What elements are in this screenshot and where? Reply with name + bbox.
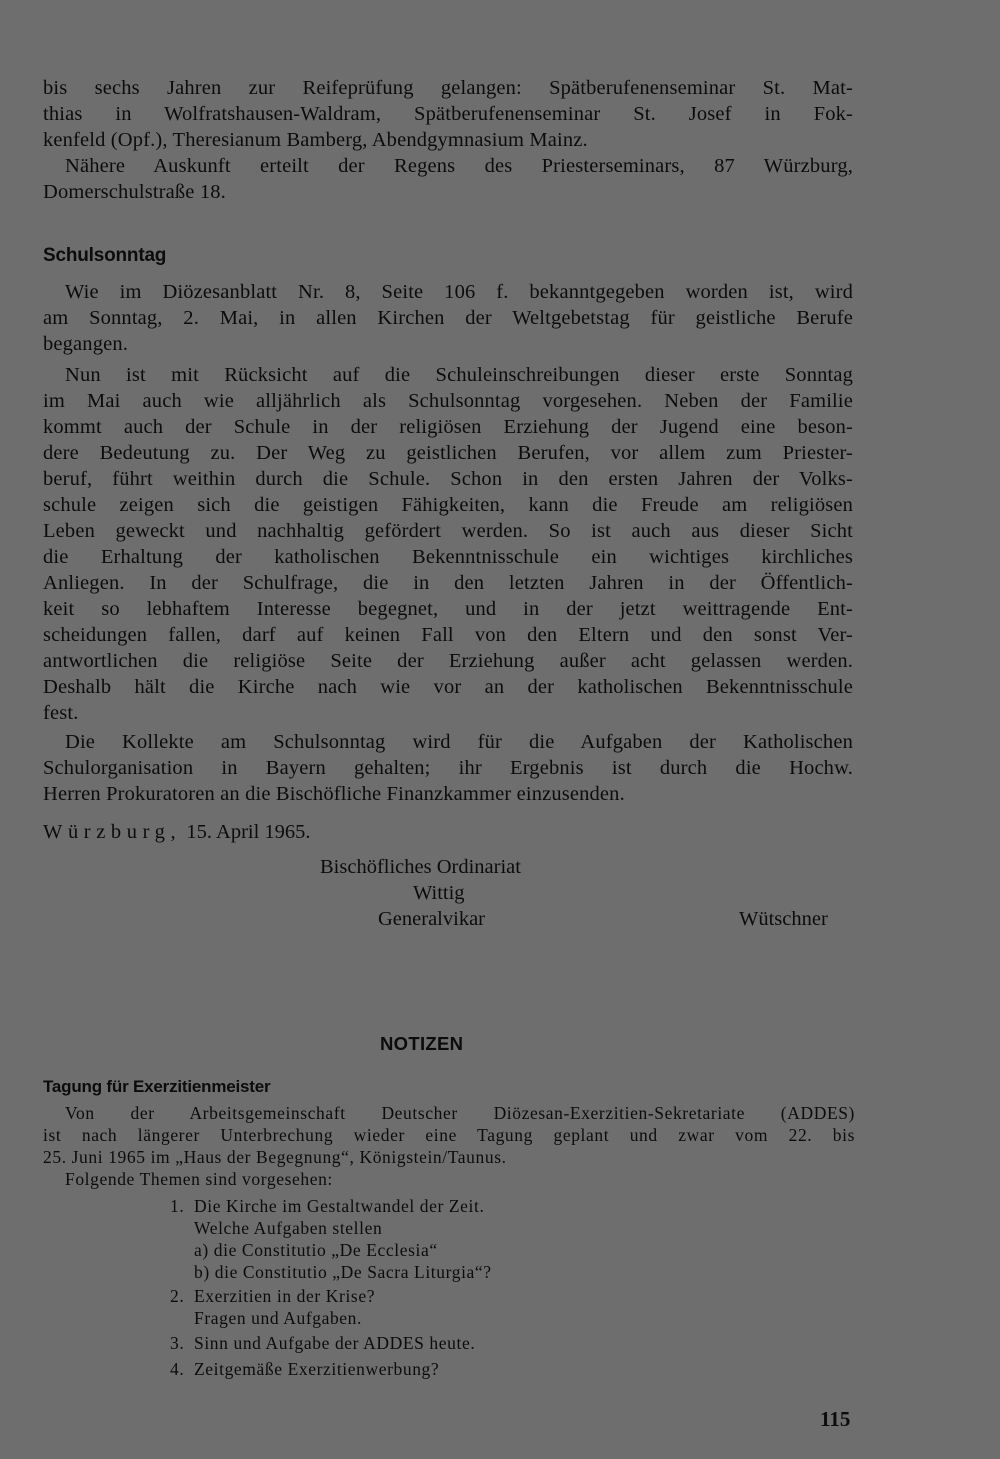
- section-heading-schulsonntag: Schulsonntag: [43, 245, 167, 266]
- themes-list-3: [170, 1332, 475, 1354]
- signature-title: Generalvikar: [378, 908, 485, 930]
- list-number: 1.: [170, 1196, 185, 1216]
- list-text: Zeitgemäße Exerzitienwerbung?: [194, 1359, 440, 1379]
- text-line: schule zeigen sich die geistigen Fähigkeiten, kann die Freude am religiösen: [43, 494, 853, 516]
- text-line: antwortlichen die religiöse Seite der Erziehung außer acht gelassen werden.: [43, 650, 853, 672]
- text-line: Leben geweckt und nachhaltig gefördert werden. So ist auch aus dieser Sicht: [43, 520, 853, 542]
- list-item: [170, 1358, 439, 1380]
- list-number: 2.: [170, 1286, 185, 1306]
- place-name: Würzburg,: [43, 821, 182, 843]
- text-line: fest.: [43, 702, 79, 724]
- text-line: Die Kollekte am Schulsonntag wird für die Aufgaben der Katholischen: [65, 731, 853, 753]
- text-line: Schulorganisation in Bayern gehalten; ihr Ergebnis ist durch die Hochw.: [43, 757, 853, 779]
- date: 15. April 1965.: [186, 821, 311, 843]
- list-number: 4.: [170, 1359, 185, 1379]
- signature-second: Wütschner: [739, 908, 828, 930]
- list-item: [170, 1332, 475, 1354]
- themes-list-4: [170, 1358, 439, 1380]
- text-line: thias in Wolfratshausen-Waldram, Spätberufenenseminar St. Josef in Fok-: [43, 103, 853, 125]
- text-line: Wie im Diözesanblatt Nr. 8, Seite 106 f. bekanntgegeben worden ist, wird: [65, 281, 853, 303]
- dateline: [43, 821, 311, 844]
- themes-intro: Folgende Themen sind vorgesehen:: [65, 1169, 333, 1189]
- text-line: ist nach längerer Unterbrechung wieder eine Tagung geplant und zwar vom 22. bis: [43, 1125, 855, 1145]
- schulsonntag-paragraph-2: [43, 362, 853, 726]
- text-line: keit so lebhaftem Interesse begegnet, und in der jetzt weittragende Ent-: [43, 598, 853, 620]
- text-line: Herren Prokuratoren an die Bischöfliche Finanzkammer einzusenden.: [43, 783, 625, 805]
- list-number: 3.: [170, 1333, 185, 1353]
- list-item: [170, 1285, 375, 1307]
- text-line: Von der Arbeitsgemeinschaft Deutscher Diözesan-Exerzitien-Sekretariate (ADDES): [65, 1103, 855, 1123]
- list-text: Exerzitien in der Krise?: [194, 1286, 376, 1306]
- text-line: kommt auch der Schule in der religiösen Erziehung der Jugend eine beson-: [43, 416, 853, 438]
- notizen-paragraph: [43, 1102, 855, 1190]
- list-text: Sinn und Aufgabe der ADDES heute.: [194, 1333, 476, 1353]
- text-line: Nähere Auskunft erteilt der Regens des Priesterseminars, 87 Würzburg,: [65, 155, 853, 177]
- page-number: 115: [820, 1407, 851, 1431]
- text-line: Anliegen. In der Schulfrage, die in den letzten Jahren in der Öffentlich-: [43, 572, 853, 594]
- schulsonntag-paragraph-1: [43, 279, 853, 357]
- notizen-subheading: Tagung für Exerzitienmeister: [43, 1077, 271, 1096]
- signature-name: Wittig: [413, 882, 465, 904]
- text-line: begangen.: [43, 333, 129, 355]
- text-line: Nun ist mit Rücksicht auf die Schuleinschreibungen dieser erste Sonntag: [65, 364, 853, 386]
- text-line: bis sechs Jahren zur Reifeprüfung gelangen: Spätberufenenseminar St. Mat-: [43, 77, 853, 99]
- list-subitem: b) die Constitutio „De Sacra Liturgia“?: [194, 1262, 492, 1282]
- schulsonntag-paragraph-3: [43, 729, 853, 807]
- list-text: Die Kirche im Gestaltwandel der Zeit.: [194, 1196, 485, 1216]
- list-item: [170, 1195, 492, 1217]
- text-line: Domerschulstraße 18.: [43, 181, 226, 203]
- intro-paragraph: [43, 75, 853, 205]
- notizen-heading: NOTIZEN: [380, 1033, 464, 1054]
- text-line: die Erhaltung der katholischen Bekenntnisschule ein wichtiges kirchliches: [43, 546, 853, 568]
- text-line: dere Bedeutung zu. Der Weg zu geistlichen Berufen, vor allem zum Priester-: [43, 442, 853, 464]
- text-line: kenfeld (Opf.), Theresianum Bamberg, Abendgymnasium Mainz.: [43, 129, 588, 151]
- list-subitem: a) die Constitutio „De Ecclesia“: [194, 1240, 438, 1260]
- text-line: 25. Juni 1965 im „Haus der Begegnung“, Königstein/Taunus.: [43, 1147, 507, 1167]
- text-line: Deshalb hält die Kirche nach wie vor an der katholischen Bekenntnisschule: [43, 676, 853, 698]
- text-line: scheidungen fallen, darf auf keinen Fall von den Eltern und den sonst Ver-: [43, 624, 853, 646]
- themes-list-2: [170, 1285, 375, 1329]
- text-line: beruf, führt weithin durch die Schule. Schon in den ersten Jahren der Volks-: [43, 468, 853, 490]
- list-item-continuation: Fragen und Aufgaben.: [194, 1308, 363, 1328]
- list-item-continuation: Welche Aufgaben stellen: [194, 1218, 383, 1238]
- text-line: am Sonntag, 2. Mai, in allen Kirchen der Weltgebetstag für geistliche Berufe: [43, 307, 853, 329]
- signature-office: Bischöfliches Ordinariat: [320, 856, 521, 878]
- text-line: im Mai auch wie alljährlich als Schulsonntag vorgesehen. Neben der Familie: [43, 390, 853, 412]
- themes-list: [170, 1195, 492, 1283]
